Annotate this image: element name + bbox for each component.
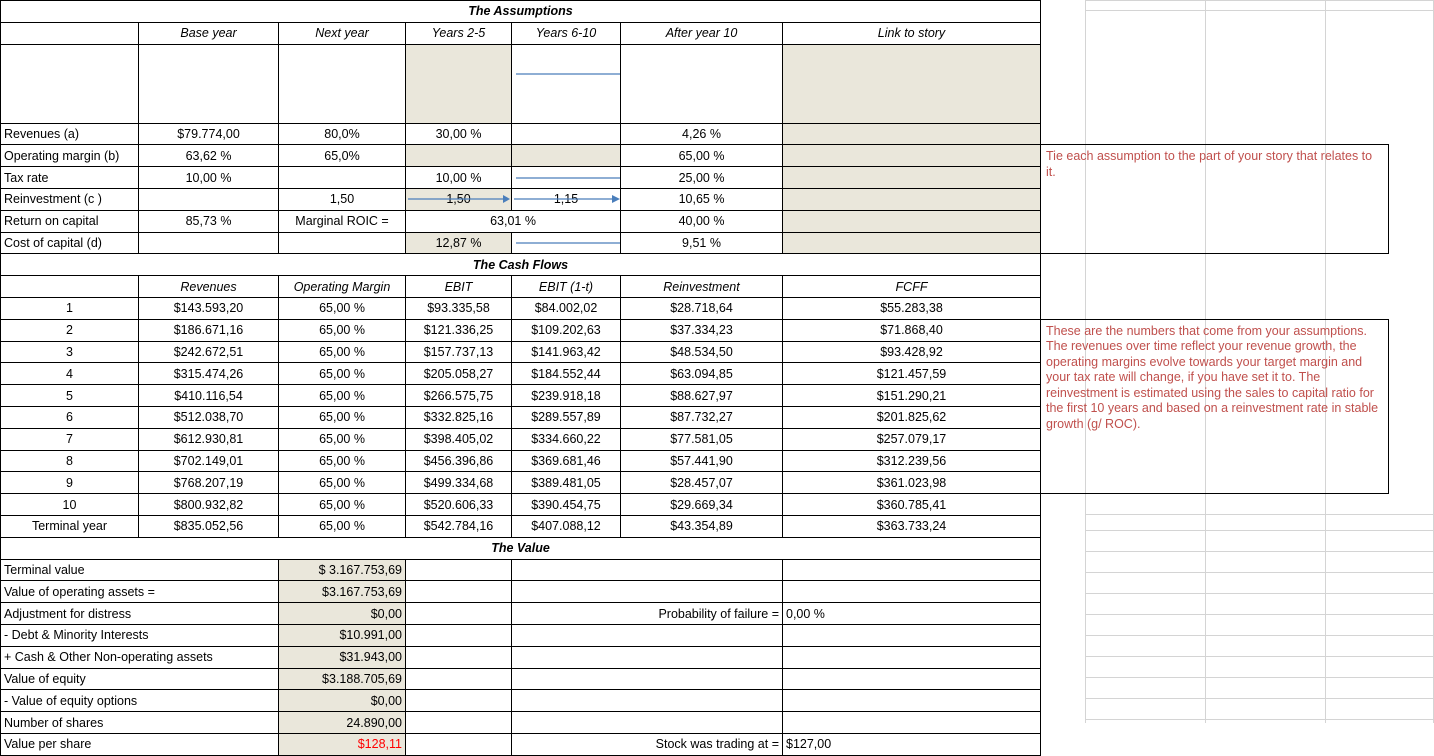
value-title: The Value xyxy=(1,537,1041,559)
assumptions-spacer-row xyxy=(1,44,1389,123)
spacer xyxy=(1041,646,1389,668)
assumption-marginal-roic-label: Marginal ROIC = xyxy=(279,210,406,232)
spacer xyxy=(1041,254,1389,276)
spacer xyxy=(1041,624,1389,646)
cashflow-revenues: $702.149,01 xyxy=(139,450,279,472)
assumption-base-return-on-capital[interactable]: 85,73 % xyxy=(139,210,279,232)
cashflow-fcff: $363.733,24 xyxy=(783,515,1041,537)
cashflow-year-terminal: Terminal year xyxy=(1,515,139,537)
cashflow-reinvestment: $48.534,50 xyxy=(621,341,783,363)
cashflow-fcff: $55.283,38 xyxy=(783,297,1041,319)
cashflow-year: 10 xyxy=(1,494,139,516)
cashflow-ebit: $499.334,68 xyxy=(406,472,512,494)
cashflow-reinvestment: $57.441,90 xyxy=(621,450,783,472)
cashflow-revenues: $410.116,54 xyxy=(139,385,279,407)
value-amount-terminal-value: $ 3.167.753,69 xyxy=(279,559,406,581)
assumption-y610-cost-of-capital[interactable] xyxy=(512,232,621,254)
cashflow-ebit-after-tax: $109.202,63 xyxy=(512,319,621,341)
cashflow-revenues: $512.038,70 xyxy=(139,406,279,428)
spacer xyxy=(1041,276,1389,298)
cashflow-year: 9 xyxy=(1,472,139,494)
assumption-label-tax-rate: Tax rate xyxy=(1,167,139,189)
cashflow-fcff: $71.868,40 xyxy=(783,319,1041,341)
table-row xyxy=(1,733,1389,755)
cashflow-margin: 65,00 % xyxy=(279,319,406,341)
value-label-stock-trading-at: Stock was trading at = xyxy=(512,733,783,755)
value-extra-label xyxy=(512,624,783,646)
assumptions-header-link-to-story: Link to story xyxy=(783,22,1041,44)
cashflow-margin: 65,00 % xyxy=(279,406,406,428)
assumptions-header-row xyxy=(1,22,1389,44)
assumption-base-revenues[interactable]: $79.774,00 xyxy=(139,123,279,145)
table-row xyxy=(1,494,1389,516)
cashflow-margin: 65,00 % xyxy=(279,494,406,516)
cashflow-margin: 65,00 % xyxy=(279,428,406,450)
assumption-y25-reinvestment[interactable] xyxy=(406,188,512,210)
cashflows-header-ebit-after-tax: EBIT (1-t) xyxy=(512,276,621,298)
assumptions-spacer-y610 xyxy=(512,44,621,123)
assumption-link-revenues[interactable] xyxy=(783,123,1041,145)
assumptions-spacer-after xyxy=(621,44,783,123)
arrow-icon xyxy=(407,193,511,205)
cashflow-year: 8 xyxy=(1,450,139,472)
cashflow-ebit-after-tax: $289.557,89 xyxy=(512,406,621,428)
assumption-label-cost-of-capital: Cost of capital (d) xyxy=(1,232,139,254)
value-blank xyxy=(406,559,512,581)
cashflow-reinvestment: $37.334,23 xyxy=(621,319,783,341)
cashflow-fcff: $360.785,41 xyxy=(783,494,1041,516)
cashflow-fcff: $257.079,17 xyxy=(783,428,1041,450)
cashflow-year: 5 xyxy=(1,385,139,407)
assumption-after-operating-margin[interactable]: 65,00 % xyxy=(621,145,783,167)
cashflow-ebit: $121.336,25 xyxy=(406,319,512,341)
cashflows-header-reinvestment: Reinvestment xyxy=(621,276,783,298)
assumption-marginal-roic-value[interactable]: 63,01 % xyxy=(406,210,621,232)
cashflow-ebit: $520.606,33 xyxy=(406,494,512,516)
assumptions-header-years-2-5: Years 2-5 xyxy=(406,22,512,44)
cashflow-reinvestment: $88.627,97 xyxy=(621,385,783,407)
value-amount-cash-nonoperating: $31.943,00 xyxy=(279,646,406,668)
assumption-next-tax-rate[interactable] xyxy=(279,167,406,189)
spacer xyxy=(1041,297,1389,319)
assumption-y25-cost-of-capital[interactable]: 12,87 % xyxy=(406,232,512,254)
value-extra-value xyxy=(783,624,1041,646)
cashflow-reinvestment: $63.094,85 xyxy=(621,363,783,385)
value-extra-label xyxy=(512,690,783,712)
assumption-link-tax-rate[interactable] xyxy=(783,167,1041,189)
spacer xyxy=(1041,494,1389,516)
assumption-y25-reinvestment-value: 1,50 xyxy=(446,192,471,207)
assumption-next-reinvestment[interactable]: 1,50 xyxy=(279,188,406,210)
value-stock-trading-at: $127,00 xyxy=(783,733,1041,755)
arrow-icon xyxy=(514,237,621,249)
cashflow-fcff: $361.023,98 xyxy=(783,472,1041,494)
cashflows-header-fcff: FCFF xyxy=(783,276,1041,298)
cashflow-year: 7 xyxy=(1,428,139,450)
cashflow-margin: 65,00 % xyxy=(279,341,406,363)
cashflow-year: 1 xyxy=(1,297,139,319)
spacer xyxy=(1041,515,1389,537)
cashflow-year: 6 xyxy=(1,406,139,428)
cashflow-revenues: $242.672,51 xyxy=(139,341,279,363)
value-amount-number-of-shares: 24.890,00 xyxy=(279,712,406,734)
table-row xyxy=(1,603,1389,625)
arrow-icon xyxy=(514,172,621,184)
cashflow-revenues: $800.932,82 xyxy=(139,494,279,516)
spacer xyxy=(1041,603,1389,625)
table-row xyxy=(1,297,1389,319)
value-extra-label xyxy=(512,668,783,690)
value-label-equity-options: - Value of equity options xyxy=(1,690,279,712)
cashflow-ebit-after-tax: $184.552,44 xyxy=(512,363,621,385)
cashflow-fcff: $93.428,92 xyxy=(783,341,1041,363)
assumption-label-operating-margin: Operating margin (b) xyxy=(1,145,139,167)
assumption-y610-revenues[interactable] xyxy=(512,123,621,145)
assumption-after-cost-of-capital[interactable]: 9,51 % xyxy=(621,232,783,254)
assumption-y610-reinvestment[interactable] xyxy=(512,188,621,210)
cashflow-ebit-after-tax: $390.454,75 xyxy=(512,494,621,516)
cashflow-reinvestment: $29.669,34 xyxy=(621,494,783,516)
assumption-y25-revenues[interactable]: 30,00 % xyxy=(406,123,512,145)
cashflows-title-row xyxy=(1,254,1389,276)
cashflow-ebit: $398.405,02 xyxy=(406,428,512,450)
value-label-value-per-share: Value per share xyxy=(1,733,279,755)
cashflow-revenues: $612.930,81 xyxy=(139,428,279,450)
spacer xyxy=(1041,581,1389,603)
assumptions-spacer-link xyxy=(783,44,1041,123)
assumption-row xyxy=(1,145,1389,167)
cashflow-fcff: $201.825,62 xyxy=(783,406,1041,428)
value-extra-label xyxy=(512,646,783,668)
cashflows-header-operating-margin: Operating Margin xyxy=(279,276,406,298)
cashflow-revenues: $835.052,56 xyxy=(139,515,279,537)
cashflow-revenues: $768.207,19 xyxy=(139,472,279,494)
assumptions-story-note: Tie each assumption to the part of your story that relates to it. xyxy=(1041,145,1389,254)
assumptions-spacer-y25 xyxy=(406,44,512,123)
assumption-after-return-on-capital[interactable]: 40,00 % xyxy=(621,210,783,232)
assumption-base-reinvestment[interactable] xyxy=(139,188,279,210)
value-blank xyxy=(406,646,512,668)
value-blank xyxy=(406,603,512,625)
cashflow-year: 4 xyxy=(1,363,139,385)
assumption-y610-operating-margin[interactable] xyxy=(512,145,621,167)
value-label-equity: Value of equity xyxy=(1,668,279,690)
assumption-y25-operating-margin[interactable] xyxy=(406,145,512,167)
cashflow-ebit: $332.825,16 xyxy=(406,406,512,428)
cashflow-margin: 65,00 % xyxy=(279,515,406,537)
cashflow-ebit-after-tax: $334.660,22 xyxy=(512,428,621,450)
cashflow-ebit: $266.575,75 xyxy=(406,385,512,407)
assumption-label-reinvestment: Reinvestment (c ) xyxy=(1,188,139,210)
value-amount-debt-minority: $10.991,00 xyxy=(279,624,406,646)
assumption-link-operating-margin[interactable] xyxy=(783,145,1041,167)
cashflow-fcff: $312.239,56 xyxy=(783,450,1041,472)
spacer xyxy=(1041,668,1389,690)
value-amount-equity: $3.188.705,69 xyxy=(279,668,406,690)
assumption-base-tax-rate[interactable]: 10,00 % xyxy=(139,167,279,189)
cashflow-revenues: $315.474,26 xyxy=(139,363,279,385)
spacer xyxy=(1041,690,1389,712)
cashflow-fcff: $151.290,21 xyxy=(783,385,1041,407)
cashflow-margin: 65,00 % xyxy=(279,450,406,472)
assumption-next-revenues[interactable]: 80,0% xyxy=(279,123,406,145)
arrow-icon xyxy=(513,193,621,205)
value-blank xyxy=(406,624,512,646)
assumption-y610-reinvestment-value: 1,15 xyxy=(553,192,579,207)
cashflow-ebit-after-tax: $389.481,05 xyxy=(512,472,621,494)
cashflow-reinvestment: $77.581,05 xyxy=(621,428,783,450)
cashflow-margin: 65,00 % xyxy=(279,297,406,319)
spacer xyxy=(1041,537,1389,559)
cashflows-header-blank xyxy=(1,276,139,298)
spacer xyxy=(1041,44,1389,145)
value-extra-value xyxy=(783,559,1041,581)
value-blank xyxy=(406,581,512,603)
cashflow-ebit: $456.396,86 xyxy=(406,450,512,472)
value-label-debt-minority: - Debt & Minority Interests xyxy=(1,624,279,646)
cashflow-ebit: $157.737,13 xyxy=(406,341,512,363)
assumption-next-cost-of-capital[interactable] xyxy=(279,232,406,254)
value-title-row xyxy=(1,537,1389,559)
value-label-operating-assets: Value of operating assets = xyxy=(1,581,279,603)
value-amount-equity-options: $0,00 xyxy=(279,690,406,712)
assumptions-header-base-year: Base year xyxy=(139,22,279,44)
cashflow-reinvestment: $28.718,64 xyxy=(621,297,783,319)
assumptions-spacer-next xyxy=(279,44,406,123)
assumption-after-reinvestment[interactable]: 10,65 % xyxy=(621,188,783,210)
value-label-terminal-value: Terminal value xyxy=(1,559,279,581)
value-blank xyxy=(406,668,512,690)
cashflow-ebit-after-tax: $407.088,12 xyxy=(512,515,621,537)
table-row xyxy=(1,515,1389,537)
cashflow-margin: 65,00 % xyxy=(279,472,406,494)
value-blank xyxy=(406,733,512,755)
table-row xyxy=(1,581,1389,603)
cashflows-story-note: These are the numbers that come from your assumptions. The revenues over time reflect your revenue growth, the operating margins evolve towards your target margin and your tax rate will change, if you have set it to. The reinvestment is estimated using the sales to capital ratio for the first 10 years and based on a reinvestment rate in stable growth (g/ ROC). xyxy=(1041,319,1389,493)
assumptions-title-row xyxy=(1,1,1389,23)
cashflow-ebit-after-tax: $141.963,42 xyxy=(512,341,621,363)
assumptions-spacer-label xyxy=(1,44,139,123)
cashflow-ebit: $205.058,27 xyxy=(406,363,512,385)
cashflow-margin: 65,00 % xyxy=(279,385,406,407)
cashflows-header-revenues: Revenues xyxy=(139,276,279,298)
table-row xyxy=(1,559,1389,581)
cashflow-ebit: $93.335,58 xyxy=(406,297,512,319)
table-row xyxy=(1,624,1389,646)
cashflow-ebit-after-tax: $369.681,46 xyxy=(512,450,621,472)
cashflow-reinvestment: $28.457,07 xyxy=(621,472,783,494)
cashflows-header-row xyxy=(1,276,1389,298)
spacer xyxy=(1041,559,1389,581)
assumption-after-revenues[interactable]: 4,26 % xyxy=(621,123,783,145)
assumptions-header-after-year-10: After year 10 xyxy=(621,22,783,44)
cashflow-ebit-after-tax: $84.002,02 xyxy=(512,297,621,319)
value-extra-label xyxy=(512,581,783,603)
value-label-number-of-shares: Number of shares xyxy=(1,712,279,734)
cashflow-year: 3 xyxy=(1,341,139,363)
assumptions-spacer-base xyxy=(139,44,279,123)
assumption-link-reinvestment[interactable] xyxy=(783,188,1041,210)
assumption-link-cost-of-capital[interactable] xyxy=(783,232,1041,254)
assumption-next-operating-margin[interactable]: 65,0% xyxy=(279,145,406,167)
value-amount-value-per-share: $128,11 xyxy=(279,733,406,755)
cashflows-title: The Cash Flows xyxy=(1,254,1041,276)
assumption-label-return-on-capital: Return on capital xyxy=(1,210,139,232)
cashflows-header-ebit: EBIT xyxy=(406,276,512,298)
table-row xyxy=(1,319,1389,341)
value-extra-value xyxy=(783,668,1041,690)
value-extra-value xyxy=(783,581,1041,603)
assumptions-title: The Assumptions xyxy=(1,1,1041,23)
assumption-base-operating-margin[interactable]: 63,62 % xyxy=(139,145,279,167)
cashflow-year: 2 xyxy=(1,319,139,341)
cashflow-reinvestment: $87.732,27 xyxy=(621,406,783,428)
cashflow-ebit: $542.784,16 xyxy=(406,515,512,537)
spacer xyxy=(1041,22,1389,44)
value-extra-label xyxy=(512,559,783,581)
value-label-probability-failure: Probability of failure = xyxy=(512,603,783,625)
assumptions-header-next-year: Next year xyxy=(279,22,406,44)
value-extra-value xyxy=(783,690,1041,712)
cashflow-fcff: $121.457,59 xyxy=(783,363,1041,385)
value-amount-adjustment-distress: $0,00 xyxy=(279,603,406,625)
table-row xyxy=(1,668,1389,690)
spacer xyxy=(1041,733,1389,755)
value-probability-failure: 0,00 % xyxy=(783,603,1041,625)
table-row xyxy=(1,646,1389,668)
assumption-label-revenues: Revenues (a) xyxy=(1,123,139,145)
value-label-cash-nonoperating: + Cash & Other Non-operating assets xyxy=(1,646,279,668)
spacer xyxy=(1041,1,1389,23)
value-extra-value xyxy=(783,646,1041,668)
assumption-base-cost-of-capital[interactable] xyxy=(139,232,279,254)
cashflow-margin: 65,00 % xyxy=(279,363,406,385)
value-amount-operating-assets: $3.167.753,69 xyxy=(279,581,406,603)
assumption-after-tax-rate[interactable]: 25,00 % xyxy=(621,167,783,189)
table-row xyxy=(1,690,1389,712)
assumption-y610-tax-rate[interactable] xyxy=(512,167,621,189)
assumption-link-return-on-capital[interactable] xyxy=(783,210,1041,232)
cashflow-revenues: $143.593,20 xyxy=(139,297,279,319)
cashflow-revenues: $186.671,16 xyxy=(139,319,279,341)
assumptions-header-years-6-10: Years 6-10 xyxy=(512,22,621,44)
arrow-icon xyxy=(514,67,621,81)
assumptions-header-blank xyxy=(1,22,139,44)
cashflow-reinvestment: $43.354,89 xyxy=(621,515,783,537)
assumption-y25-tax-rate[interactable]: 10,00 % xyxy=(406,167,512,189)
value-blank xyxy=(406,690,512,712)
value-label-adjustment-distress: Adjustment for distress xyxy=(1,603,279,625)
cashflow-ebit-after-tax: $239.918,18 xyxy=(512,385,621,407)
